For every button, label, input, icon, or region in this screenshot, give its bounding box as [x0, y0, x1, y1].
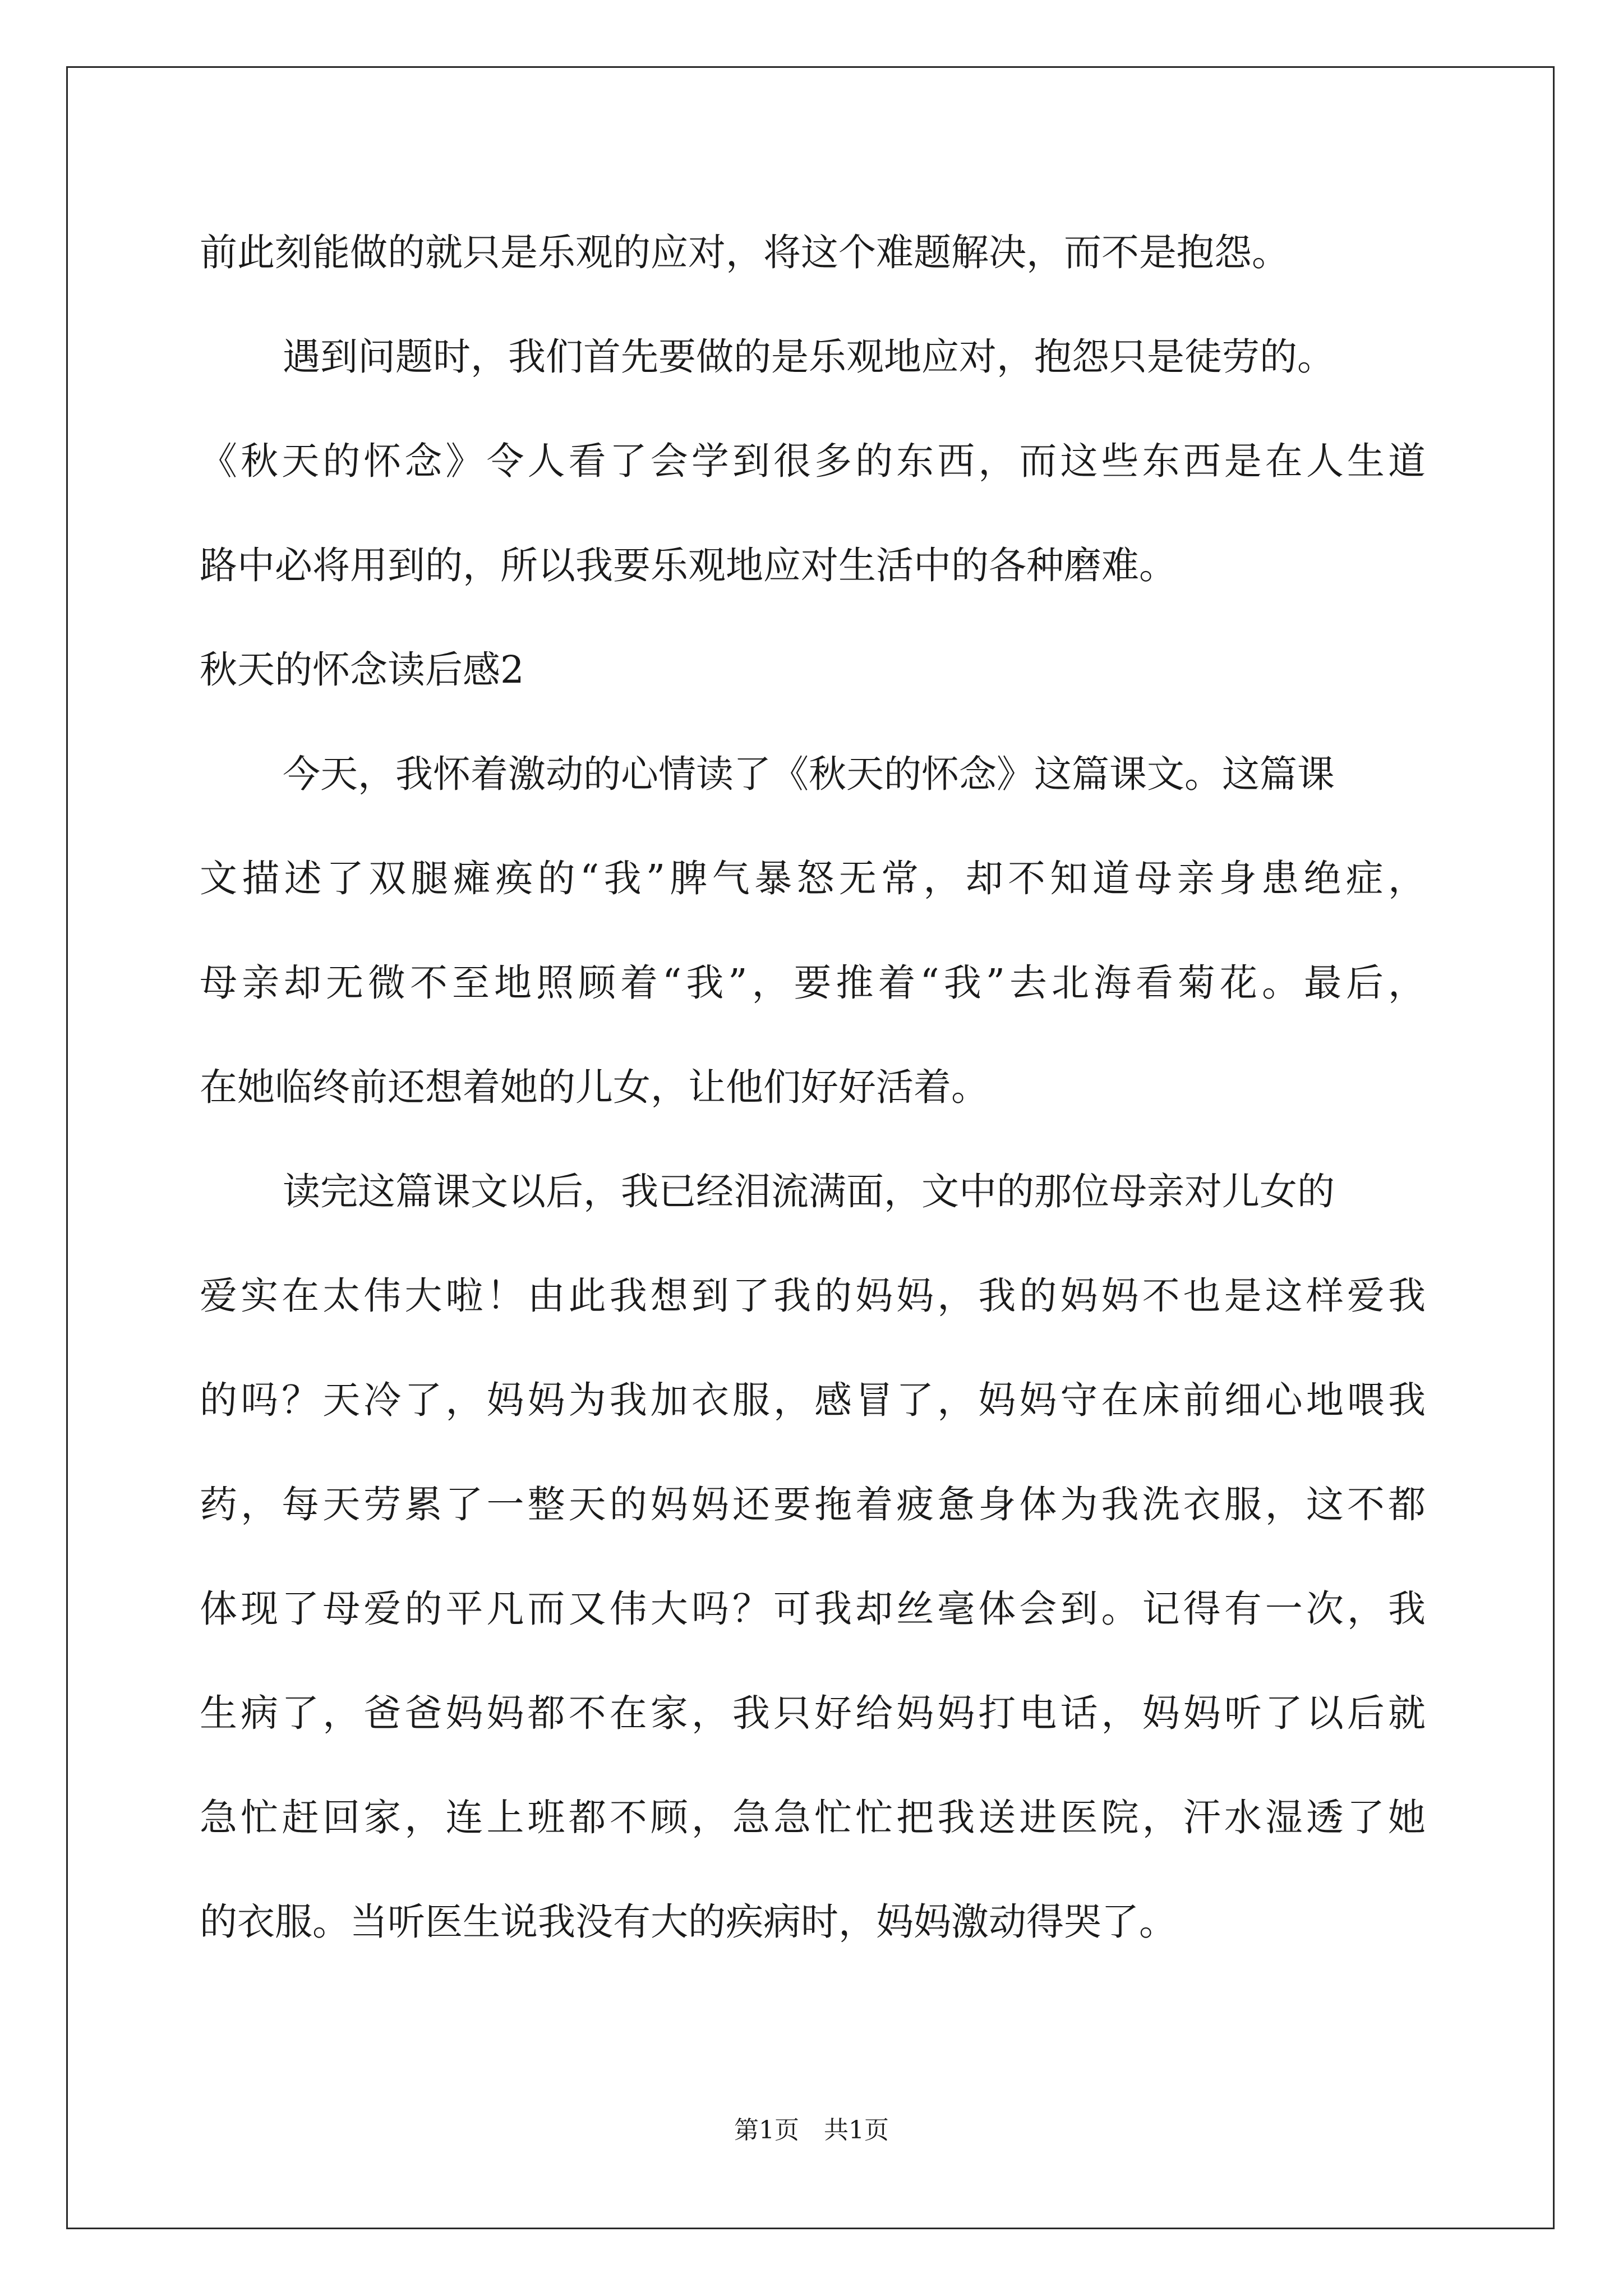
text-line: 遇到问题时，我们首先要做的是乐观地应对，抱怨只是徒劳的。 — [283, 335, 1335, 379]
text-line: 今天，我怀着激动的心情读了《秋天的怀念》这篇课文。这篇课 — [283, 752, 1335, 796]
text-line: 母亲却无微不至地照顾着“我”，要推着“我”去北海看菊花。最后， — [200, 961, 1426, 1005]
text-line: 在她临终前还想着她的儿女，让他们好好活着。 — [200, 1065, 989, 1109]
text-line: 爱实在太伟大啦！由此我想到了我的妈妈，我的妈妈不也是这样爱我 — [200, 1274, 1426, 1318]
text-line: 的吗？天冷了，妈妈为我加衣服，感冒了，妈妈守在床前细心地喂我 — [200, 1378, 1426, 1422]
text-line: 文描述了双腿瘫痪的“我”脾气暴怒无常，却不知道母亲身患绝症， — [200, 857, 1426, 900]
page-number-footer: 第1页 共1页 — [734, 2116, 889, 2145]
text-line: 的衣服。当听医生说我没有大的疾病时，妈妈激动得哭了。 — [200, 1900, 1177, 1944]
text-line: 读完这篇课文以后，我已经泪流满面，文中的那位母亲对儿女的 — [283, 1170, 1335, 1213]
text-line: 《秋天的怀念》令人看了会学到很多的东西，而这些东西是在人生道 — [200, 439, 1426, 483]
section-heading: 秋天的怀念读后感2 — [200, 648, 524, 692]
text-line: 急忙赶回家，连上班都不顾，急急忙忙把我送进医院，汗水湿透了她 — [200, 1796, 1426, 1839]
text-line: 前此刻能做的就只是乐观的应对，将这个难题解决，而不是抱怨。 — [200, 231, 1289, 274]
text-line: 药，每天劳累了一整天的妈妈还要拖着疲惫身体为我洗衣服，这不都 — [200, 1483, 1426, 1526]
text-line: 生病了，爸爸妈妈都不在家，我只好给妈妈打电话，妈妈听了以后就 — [200, 1691, 1426, 1735]
text-line: 体现了母爱的平凡而又伟大吗？可我却丝毫体会到。记得有一次，我 — [200, 1587, 1426, 1631]
text-line: 路中必将用到的，所以我要乐观地应对生活中的各种磨难。 — [200, 544, 1177, 587]
